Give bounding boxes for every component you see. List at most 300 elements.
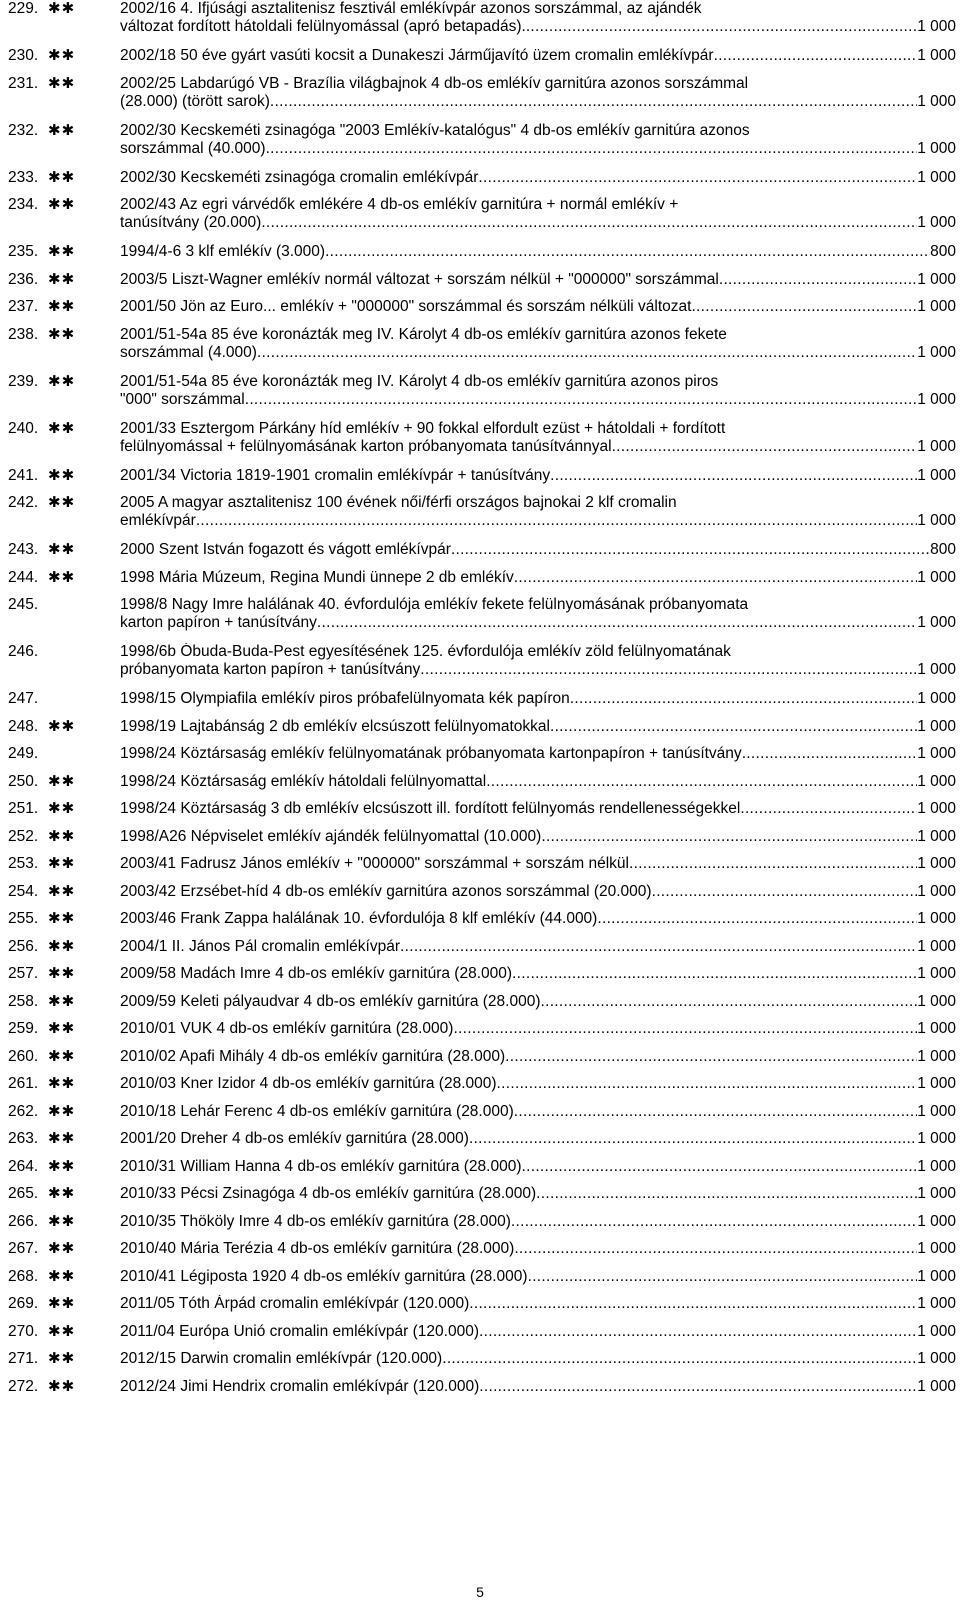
lot-description: [120, 569, 956, 587]
lot-price: 1 000: [917, 512, 956, 529]
list-item: [8, 373, 956, 420]
lot-number: 239.: [8, 372, 39, 390]
list-item: [8, 1378, 956, 1406]
mint-condition-mark-icon: ✱✱: [48, 494, 76, 511]
description-text: 1998/A26 Népviselet emlékív ajándék felülnyomattal (10.000): [120, 827, 542, 845]
dot-leader: [550, 718, 917, 736]
lot-price: 1 000: [917, 1295, 956, 1312]
lot-description: [120, 855, 956, 873]
description-line: [120, 1240, 956, 1258]
description-line: [120, 140, 956, 158]
description-text: 2010/40 Mária Terézia 4 db-os emlékív garnitúra (28.000): [120, 1240, 515, 1257]
list-item: [8, 271, 956, 299]
description-text: 1998/19 Lajtabánság 2 db emlékív elcsúszott felülnyomatokkal: [120, 717, 550, 735]
lot-price: 1 000: [917, 965, 956, 982]
dot-leader: [512, 965, 917, 983]
lot-number: 247.: [8, 690, 39, 707]
lot-description: [120, 243, 956, 261]
description-text: 2002/30 Kecskeméti zsinagóga cromalin emlékívpár: [120, 168, 479, 186]
lot-description: [120, 773, 956, 791]
dot-leader: [478, 169, 917, 187]
description-line: [120, 420, 956, 438]
lot-price: 1 000: [917, 745, 956, 762]
list-item: [8, 643, 956, 690]
description-text: 2012/24 Jimi Hendrix cromalin emlékívpár (120.000): [120, 1377, 480, 1395]
lot-number: 232.: [8, 121, 39, 139]
description-text: 1998/6b Óbuda-Buda-Pest egyesítésének 125. évfordulója emlékív zöld felülnyomatának: [120, 643, 731, 660]
description-text: 2001/51-54a 85 éve koronázták meg IV. Károlyt 4 db-os emlékív garnitúra azonos piros: [120, 372, 719, 390]
lot-number: 255.: [8, 910, 39, 927]
description-text: emlékívpár: [120, 512, 196, 529]
description-text: 1998 Mária Múzeum, Regina Mundi ünnepe 2 db emlékív: [120, 568, 514, 586]
list-item: [8, 910, 956, 938]
page-number: 5: [476, 1584, 484, 1600]
dot-leader: [420, 661, 917, 679]
lot-description: [120, 75, 956, 111]
lot-number: 252.: [8, 827, 39, 845]
description-text: felülnyomással + felülnyomásának karton próbanyomata tanúsítvánnyal: [120, 437, 612, 455]
lot-description: [120, 271, 956, 289]
description-text: 2003/42 Erzsébet-híd 4 db-os emlékív garnitúra azonos sorszámmal (20.000): [120, 882, 652, 900]
description-text: sorszámmal (40.000): [120, 139, 266, 157]
list-item: [8, 718, 956, 746]
lot-description: [120, 718, 956, 736]
mint-condition-mark-icon: ✱✱: [48, 1350, 76, 1367]
lot-price: 1 000: [917, 92, 956, 110]
description-line: [120, 965, 956, 983]
list-item: [8, 569, 956, 597]
description-line: [120, 93, 956, 111]
description-text: 2005 A magyar asztalitenisz 100 évének női/férfi országos bajnokai 2 klf cromalin: [120, 494, 677, 511]
dot-leader: [612, 438, 918, 456]
lot-price: 800: [930, 243, 956, 260]
dot-leader: [526, 18, 917, 36]
description-line: [120, 643, 956, 661]
description-text: 2011/04 Európa Unió cromalin emlékívpár (120.000): [120, 1322, 479, 1340]
description-text: 2001/20 Dreher 4 db-os emlékív garnitúra (28.000): [120, 1130, 469, 1147]
mint-condition-mark-icon: ✱✱: [48, 372, 76, 390]
lot-price: 1 000: [917, 343, 956, 361]
lot-price: 1 000: [917, 1322, 956, 1340]
lot-price: 1 000: [917, 937, 956, 955]
description-line: [120, 1158, 956, 1176]
description-line: [120, 512, 956, 530]
lot-number: 250.: [8, 772, 39, 790]
lot-number: 241.: [8, 466, 39, 484]
mint-condition-mark-icon: ✱✱: [48, 717, 76, 735]
mint-condition-mark-icon: ✱✱: [48, 1295, 76, 1312]
lot-number: 264.: [8, 1157, 39, 1175]
dot-leader: [514, 569, 917, 587]
lot-number: 257.: [8, 965, 39, 982]
lot-description: [120, 196, 956, 232]
lot-price: 1 000: [917, 1157, 956, 1175]
lot-description: [120, 47, 956, 65]
dot-leader: [196, 512, 917, 530]
list-item: [8, 0, 956, 47]
lot-description: [120, 1048, 956, 1066]
lot-price: 1 000: [917, 614, 956, 631]
lot-description: [120, 122, 956, 158]
lot-price: 1 000: [917, 47, 956, 64]
lot-number: 246.: [8, 643, 39, 660]
dot-leader: [245, 391, 917, 409]
description-text: 2001/34 Victoria 1819-1901 cromalin emlékívpár + tanúsítvány: [120, 466, 551, 484]
description-text: változat fordított hátoldali felülnyomással (apró betapadás).: [120, 18, 526, 35]
lot-description: [120, 467, 956, 485]
dot-leader: [652, 883, 918, 901]
dot-leader: [257, 344, 917, 362]
description-text: 2012/15 Darwin cromalin emlékívpár (120.000): [120, 1350, 443, 1367]
description-text: (28.000) (törött sarok): [120, 92, 270, 110]
lot-description: [120, 643, 956, 679]
list-item: [8, 196, 956, 243]
dot-leader: [505, 1048, 917, 1066]
dot-leader: [469, 1295, 917, 1313]
lot-number: 229.: [8, 0, 39, 17]
lot-description: [120, 541, 956, 559]
mint-condition-mark-icon: ✱✱: [48, 47, 76, 64]
description-line: [120, 800, 956, 818]
description-text: 2010/18 Lehár Ferenc 4 db-os emlékív garnitúra (28.000): [120, 1102, 514, 1120]
lot-description: [120, 494, 956, 530]
lot-description: [120, 965, 956, 983]
description-line: [120, 214, 956, 232]
list-item: [8, 1213, 956, 1241]
lot-description: [120, 420, 956, 456]
description-line: [120, 1213, 956, 1231]
description-line: [120, 855, 956, 873]
lot-price: 1 000: [917, 139, 956, 157]
list-item: [8, 1185, 956, 1213]
description-text: 2003/46 Frank Zappa halálának 10. évfordulója 8 klf emlékív (44.000): [120, 910, 598, 927]
dot-leader: [486, 773, 917, 791]
list-item: [8, 1350, 956, 1378]
description-line: [120, 122, 956, 140]
lot-price: 1 000: [917, 1047, 956, 1065]
lot-price: 1 000: [917, 855, 956, 872]
lot-number: 231.: [8, 74, 39, 92]
dot-leader: [541, 828, 917, 846]
lot-number: 256.: [8, 937, 39, 955]
list-item: [8, 1268, 956, 1296]
dot-leader: [451, 541, 930, 559]
lot-number: 266.: [8, 1212, 39, 1230]
lot-price: 1 000: [917, 882, 956, 900]
mint-condition-mark-icon: ✱✱: [48, 855, 76, 872]
dot-leader: [540, 993, 917, 1011]
dot-leader: [266, 140, 918, 158]
description-text: 2010/02 Apafi Mihály 4 db-os emlékív garnitúra (28.000): [120, 1047, 506, 1065]
lot-number: 249.: [8, 745, 39, 762]
lot-number: 259.: [8, 1020, 39, 1037]
lot-price: 1 000: [917, 827, 956, 845]
lot-price: 1 000: [917, 800, 956, 817]
mint-condition-mark-icon: ✱✱: [48, 1047, 76, 1065]
lot-price: 1 000: [917, 437, 956, 455]
lot-description: [120, 1350, 956, 1368]
description-text: karton papíron + tanúsítvány: [120, 614, 317, 631]
description-text: 2011/05 Tóth Árpád cromalin emlékívpár (120.000): [120, 1295, 470, 1312]
dot-leader: [629, 855, 917, 873]
dot-leader: [453, 1020, 917, 1038]
lot-description: [120, 596, 956, 632]
description-text: 2009/58 Madách Imre 4 db-os emlékív garnitúra (28.000): [120, 965, 513, 982]
lot-number: 242.: [8, 494, 39, 511]
list-item: [8, 298, 956, 326]
lot-price: 1 000: [917, 568, 956, 586]
mint-condition-mark-icon: ✱✱: [48, 1185, 76, 1202]
description-line: [120, 18, 956, 36]
lot-number: 236.: [8, 270, 39, 288]
description-line: [120, 391, 956, 409]
lot-number: 267.: [8, 1240, 39, 1257]
lot-price: 800: [930, 541, 956, 558]
mint-condition-mark-icon: ✱✱: [48, 882, 76, 900]
lot-description: [120, 1323, 956, 1341]
lot-description: [120, 169, 956, 187]
lot-price: 1 000: [917, 1377, 956, 1395]
description-line: [120, 243, 956, 261]
lot-number: 230.: [8, 47, 39, 64]
dot-leader: [442, 1350, 917, 1368]
dot-leader: [528, 1268, 918, 1286]
mint-condition-mark-icon: ✱✱: [48, 270, 76, 288]
list-item: [8, 1158, 956, 1186]
lot-number: 268.: [8, 1267, 39, 1285]
dot-leader: [317, 614, 917, 632]
lot-price: 1 000: [917, 1350, 956, 1367]
description-line: [120, 661, 956, 679]
description-line: [120, 690, 956, 708]
description-line: [120, 883, 956, 901]
description-text: 2003/41 Fadrusz János emlékív + "000000" sorszámmal + sorszám nélkül: [120, 855, 629, 872]
mint-condition-mark-icon: ✱✱: [48, 298, 76, 315]
lot-description: [120, 1268, 956, 1286]
description-text: 1998/24 Köztársaság emlékív felülnyomatának próbanyomata kartonpapíron + tanúsítvány: [120, 745, 742, 762]
lot-number: 269.: [8, 1295, 39, 1312]
dot-leader: [719, 271, 917, 289]
description-line: [120, 828, 956, 846]
list-item: [8, 745, 956, 773]
mint-condition-mark-icon: ✱✱: [48, 1240, 76, 1257]
mint-condition-mark-icon: ✱✱: [48, 168, 76, 186]
mint-condition-mark-icon: ✱✱: [48, 121, 76, 139]
lot-description: [120, 800, 956, 818]
lot-description: [120, 1020, 956, 1038]
lot-description: [120, 938, 956, 956]
description-line: [120, 1295, 956, 1313]
mint-condition-mark-icon: ✱✱: [48, 419, 76, 437]
description-line: [120, 75, 956, 93]
description-text: 2010/31 William Hanna 4 db-os emlékív garnitúra (28.000): [120, 1157, 522, 1175]
list-item: [8, 1103, 956, 1131]
mint-condition-mark-icon: ✱✱: [48, 992, 76, 1010]
lot-description: [120, 1185, 956, 1203]
dot-leader: [514, 1240, 917, 1258]
lot-price: 1 000: [917, 270, 956, 288]
lot-number: 258.: [8, 992, 39, 1010]
mint-condition-mark-icon: ✱✱: [48, 325, 76, 343]
lot-price: 1 000: [917, 1020, 956, 1037]
lot-number: 251.: [8, 800, 39, 817]
description-line: [120, 569, 956, 587]
description-line: [120, 47, 956, 65]
dot-leader: [691, 298, 917, 316]
lot-price: 1 000: [917, 1267, 956, 1285]
description-line: [120, 1323, 956, 1341]
description-line: [120, 196, 956, 214]
lot-price: 1 000: [917, 466, 956, 484]
mint-condition-mark-icon: ✱✱: [48, 1377, 76, 1395]
list-item: [8, 1048, 956, 1076]
description-text: 1998/8 Nagy Imre halálának 40. évfordulója emlékív fekete felülnyomásának próbanyomata: [120, 596, 749, 613]
description-line: [120, 938, 956, 956]
description-line: [120, 326, 956, 344]
list-item: [8, 47, 956, 75]
description-text: 1998/24 Köztársaság 3 db emlékív elcsúszott ill. fordított felülnyomás rendellenességekkel: [120, 800, 741, 817]
lot-number: 238.: [8, 325, 39, 343]
lot-price: 1 000: [917, 1185, 956, 1202]
mint-condition-mark-icon: ✱✱: [48, 772, 76, 790]
list-item: [8, 1240, 956, 1268]
list-item: [8, 993, 956, 1021]
description-text: 2002/25 Labdarúgó VB - Brazília világbajnok 4 db-os emlékív garnitúra azonos sorszámmal: [120, 74, 749, 92]
lot-price: 1 000: [917, 1102, 956, 1120]
description-line: [120, 596, 956, 614]
list-item: [8, 1075, 956, 1103]
lot-price: 1 000: [917, 1130, 956, 1147]
description-text: 1994/4-6 3 klf emlékív (3.000): [120, 243, 326, 260]
description-text: tanúsítvány (20.000): [120, 214, 262, 231]
description-line: [120, 438, 956, 456]
description-text: 2001/51-54a 85 éve koronázták meg IV. Károlyt 4 db-os emlékív garnitúra azonos fekete: [120, 325, 727, 343]
lot-number: 244.: [8, 568, 39, 586]
lot-description: [120, 1158, 956, 1176]
list-item: [8, 326, 956, 373]
description-text: 2000 Szent István fogazott és vágott emlékívpár: [120, 541, 451, 558]
lot-number: 248.: [8, 717, 39, 735]
dot-leader: [325, 243, 930, 261]
lot-number: 261.: [8, 1075, 39, 1092]
list-item: [8, 596, 956, 643]
description-text: 2010/01 VUK 4 db-os emlékív garnitúra (28.000): [120, 1020, 454, 1037]
description-text: 2010/03 Kner Izidor 4 db-os emlékív garnitúra (28.000): [120, 1075, 497, 1092]
lot-price: 1 000: [917, 661, 956, 678]
description-line: [120, 494, 956, 512]
list-item: [8, 965, 956, 993]
description-line: [120, 298, 956, 316]
description-text: 2004/1 II. János Pál cromalin emlékívpár: [120, 937, 400, 955]
description-text: 2002/18 50 éve gyárt vasúti kocsit a Dunakeszi Járműjavító üzem cromalin emlékívpár: [120, 47, 714, 64]
lot-price: 1 000: [917, 1212, 956, 1230]
lot-price: 1 000: [917, 992, 956, 1010]
lot-number: 260.: [8, 1047, 39, 1065]
description-line: [120, 344, 956, 362]
lot-description: [120, 910, 956, 928]
mint-condition-mark-icon: ✱✱: [48, 937, 76, 955]
lot-price: 1 000: [917, 390, 956, 408]
mint-condition-mark-icon: ✱✱: [48, 1212, 76, 1230]
description-text: 2002/43 Az egri várvédők emlékére 4 db-os emlékív garnitúra + normál emlékív +: [120, 196, 679, 213]
lot-description: [120, 1240, 956, 1258]
dot-leader: [597, 910, 917, 928]
lot-description: [120, 1075, 956, 1093]
mint-condition-mark-icon: ✱✱: [48, 965, 76, 982]
mint-condition-mark-icon: ✱✱: [48, 0, 76, 17]
lot-price: 1 000: [917, 1240, 956, 1257]
lot-description: [120, 373, 956, 409]
description-line: [120, 718, 956, 736]
lot-number: 240.: [8, 419, 39, 437]
mint-condition-mark-icon: ✱✱: [48, 827, 76, 845]
lot-description: [120, 298, 956, 316]
description-line: [120, 1268, 956, 1286]
list-item: [8, 1295, 956, 1323]
description-text: 1998/15 Olympiafila emlékív piros próbafelülnyomata kék papíron: [120, 690, 570, 707]
description-text: 2001/50 Jön az Euro... emlékív + "000000" sorszámmal és sorszám nélküli változat: [120, 298, 692, 315]
description-text: 2001/33 Esztergom Párkány híd emlékív + 90 fokkal elfordult ezüst + hátoldali + fordított: [120, 419, 726, 437]
lot-number: 263.: [8, 1130, 39, 1147]
description-text: 2010/33 Pécsi Zsinagóga 4 db-os emlékív garnitúra (28.000): [120, 1185, 537, 1202]
lot-price: 1 000: [917, 214, 956, 231]
lot-description: [120, 1295, 956, 1313]
lot-price: 1 000: [917, 772, 956, 790]
list-item: [8, 773, 956, 801]
list-item: [8, 938, 956, 966]
list-item: [8, 1130, 956, 1158]
description-line: [120, 467, 956, 485]
list-item: [8, 1323, 956, 1351]
list-item: [8, 855, 956, 883]
lot-number: 234.: [8, 196, 39, 213]
dot-leader: [497, 1075, 918, 1093]
list-item: [8, 169, 956, 197]
lot-number: 233.: [8, 168, 39, 186]
description-line: [120, 773, 956, 791]
catalog-list: [8, 0, 956, 1405]
lot-price: 1 000: [917, 1075, 956, 1092]
lot-price: 1 000: [917, 298, 956, 315]
lot-description: [120, 1103, 956, 1121]
description-line: [120, 1185, 956, 1203]
description-line: [120, 271, 956, 289]
list-item: [8, 494, 956, 541]
lot-price: 1 000: [917, 18, 956, 35]
dot-leader: [550, 467, 917, 485]
lot-description: [120, 326, 956, 362]
lot-description: [120, 1213, 956, 1231]
lot-description: [120, 993, 956, 1011]
description-text: 2009/59 Keleti pályaudvar 4 db-os emlékív garnitúra (28.000): [120, 992, 541, 1010]
description-text: próbanyomata karton papíron + tanúsítvány: [120, 661, 421, 678]
dot-leader: [742, 745, 918, 763]
description-line: [120, 1350, 956, 1368]
lot-number: 272.: [8, 1377, 39, 1395]
dot-leader: [714, 47, 918, 65]
mint-condition-mark-icon: ✱✱: [48, 568, 76, 586]
description-line: [120, 541, 956, 559]
description-line: [120, 614, 956, 632]
lot-description: [120, 1130, 956, 1148]
lot-number: 271.: [8, 1350, 39, 1367]
list-item: [8, 420, 956, 467]
list-item: [8, 467, 956, 495]
dot-leader: [479, 1323, 917, 1341]
lot-description: [120, 0, 956, 36]
mint-condition-mark-icon: ✱✱: [48, 1157, 76, 1175]
mint-condition-mark-icon: ✱✱: [48, 1130, 76, 1147]
